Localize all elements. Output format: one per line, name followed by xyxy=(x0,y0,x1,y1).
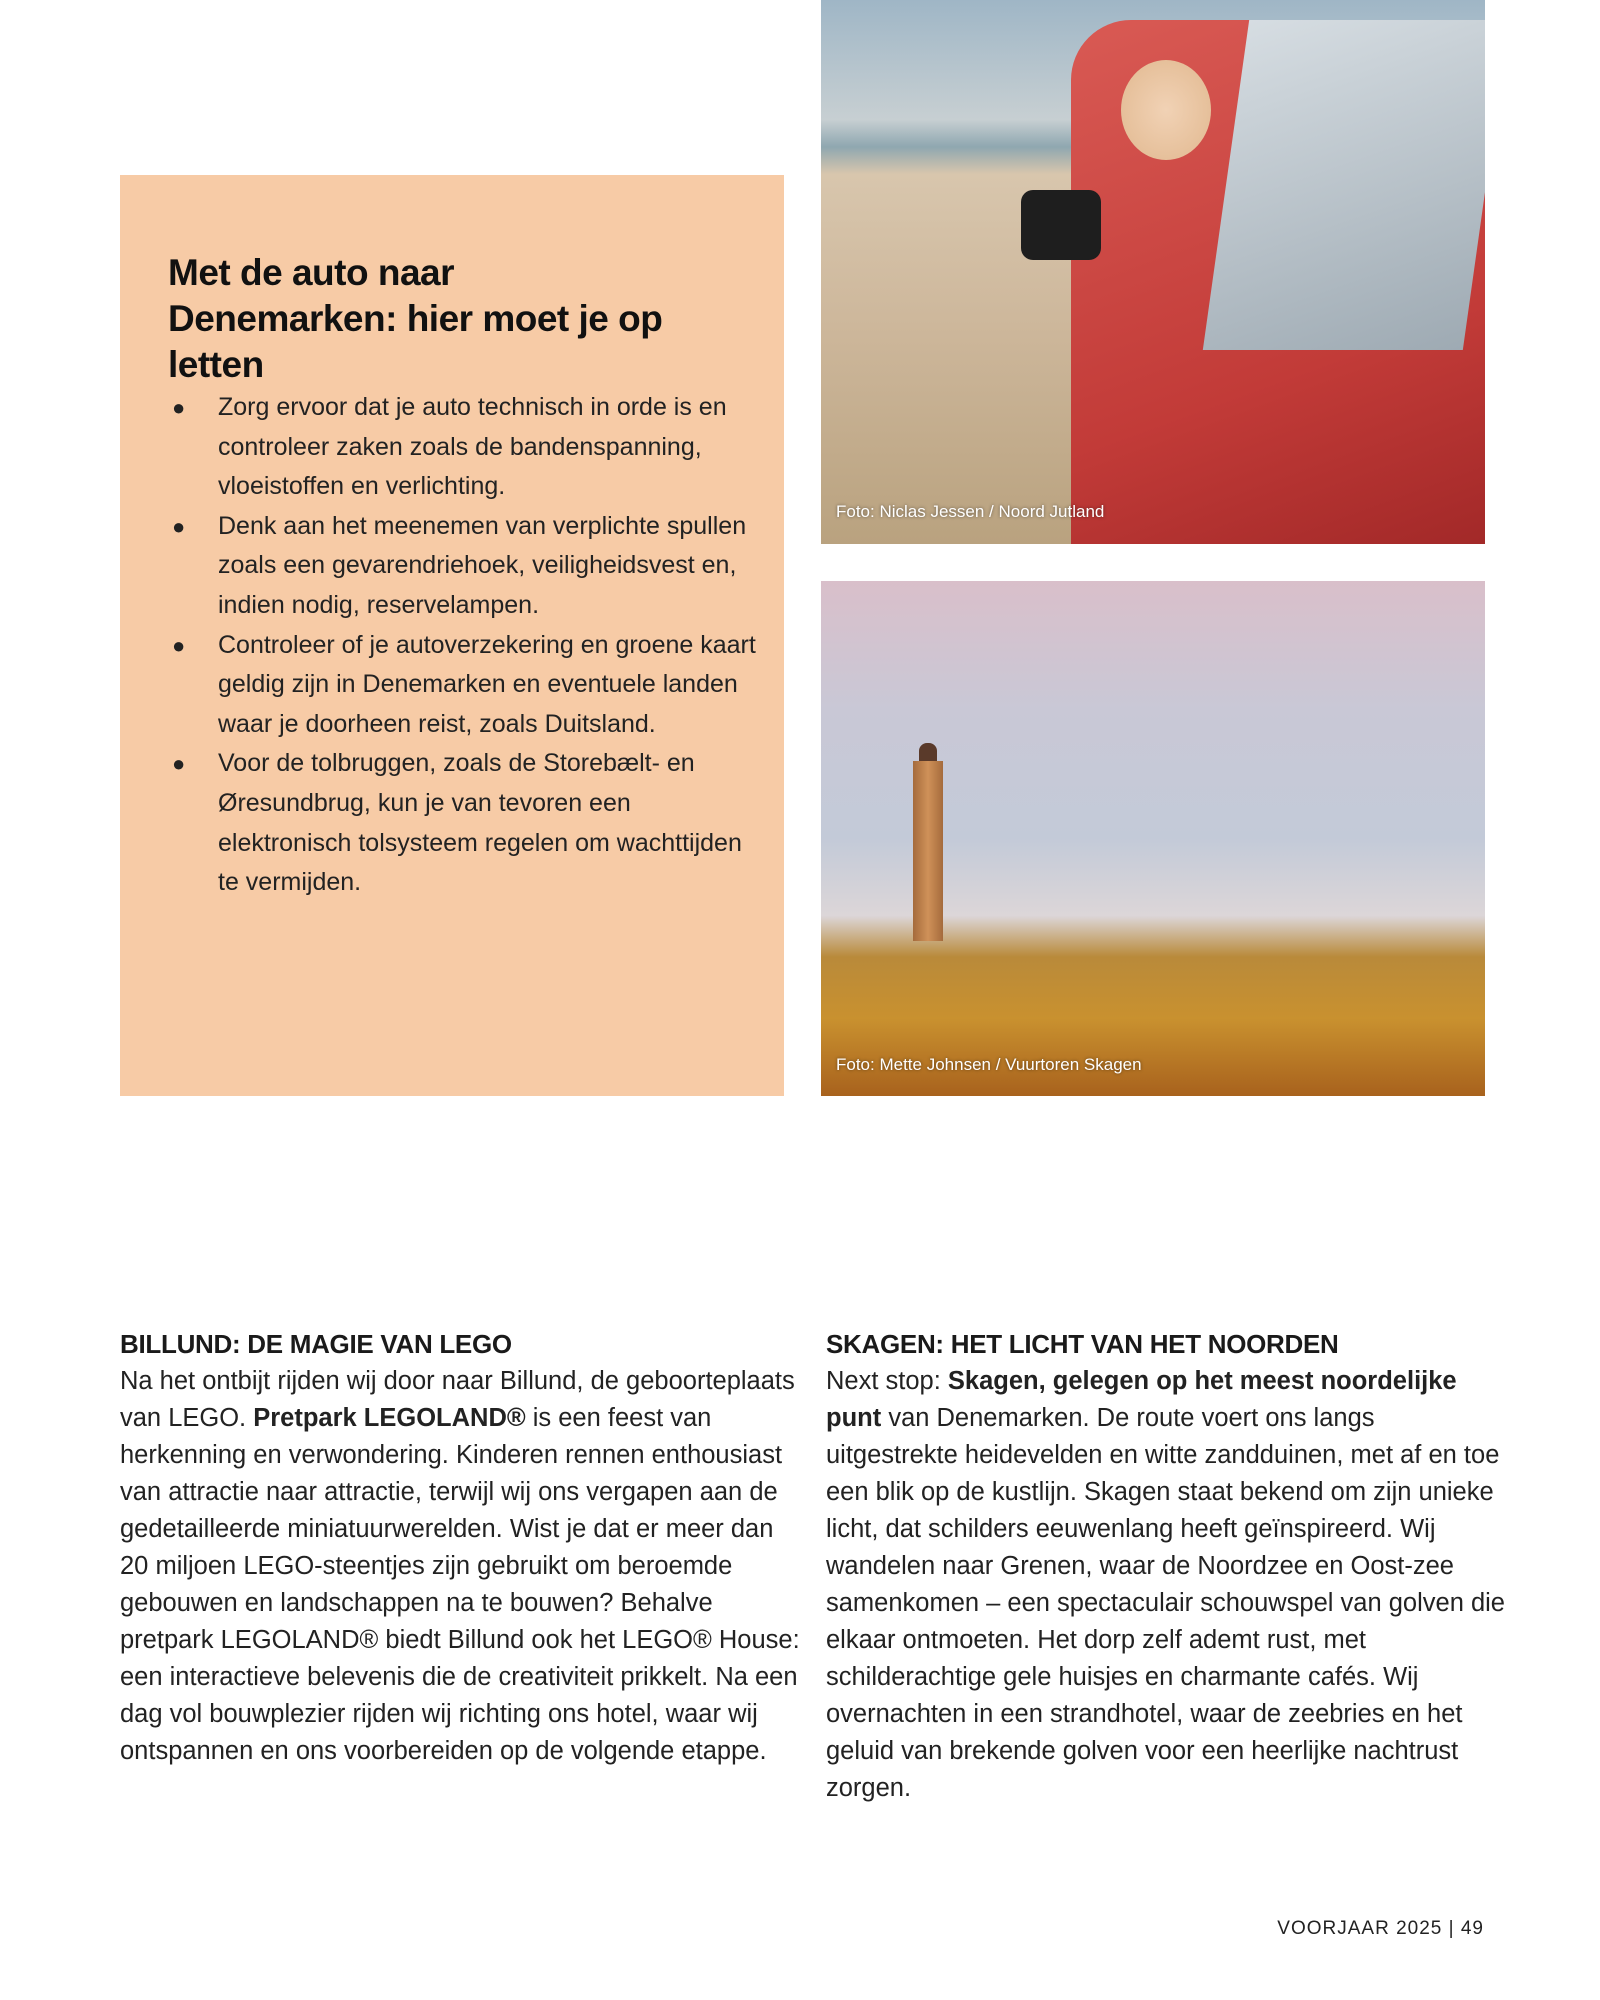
body-bold: Pretpark LEGOLAND® xyxy=(253,1404,526,1432)
body-text: van Denemarken. De route voert ons langs uitgestrekte heidevelden en witte zandduinen, met af en toe een blik op de kustlijn. Skagen staat bekend om zijn unieke licht, dat schilders eeuwenlang heeft geïnspireerd. Wij wandelen naar Grenen, waar de Noordzee en Oost-zee samenkomen – een spectaculair schouwspel van golven die elkaar ontmoeten. Het dorp zelf ademt rust, met schilderachtige gele huisjes en charmante cafés. Wij overnachten in een strandhotel, waar de zeebries en het geluid van brekende golven voor een heerlijke nachtrust zorgen. xyxy=(826,1404,1505,1802)
bullet-icon: ● xyxy=(172,632,186,658)
tips-infobox xyxy=(120,175,784,1096)
list-item-text: Controleer of je autoverzekering en groene kaart geldig zijn in Denemarken en eventuele landen waar je doorheen reist, zoals Duitsland. xyxy=(218,630,756,738)
page-footer: VOORJAAR 2025 | 49 xyxy=(1277,1918,1484,1939)
tips-list xyxy=(168,388,768,903)
body-text: is een feest van herkenning en verwondering. Kinderen rennen enthousiast van attractie naar attractie, terwijl wij ons vergapen aan de gedetailleerde miniatuurwerelden. Wist je dat er meer dan 20 miljoen LEGO-steentjes zijn gebruikt om beroemde gebouwen en landschappen na te bouwen? Behalve pretpark LEGOLAND® biedt Billund ook het LEGO® House: een interactieve belevenis die de creativiteit prikkelt. Na een dag vol bouwplezier rijden wij richting ons hotel, waar wij ontspannen en ons voorbereiden op de volgende etappe. xyxy=(120,1404,800,1765)
section-body xyxy=(826,1363,1506,1807)
body-text: Next stop: xyxy=(826,1367,948,1395)
photo-caption: Foto: Niclas Jessen / Noord Jutland xyxy=(836,502,1105,521)
list-item xyxy=(168,744,768,902)
list-item xyxy=(168,507,768,626)
list-item xyxy=(168,626,768,745)
side-mirror xyxy=(1021,190,1101,260)
bullet-icon: ● xyxy=(172,513,186,539)
body-bold: Skagen, gelegen op het meest noordelijke punt xyxy=(826,1367,1457,1432)
list-item xyxy=(168,388,768,507)
infobox-title: Met de auto naar Denemarken: hier moet je op letten xyxy=(168,252,663,385)
list-item-text: Zorg ervoor dat je auto technisch in orde is en controleer zaken zoals de bandenspanning, vloeistoffen en verlichting. xyxy=(218,393,727,501)
section-heading: BILLUND: DE MAGIE VAN LEGO xyxy=(120,1329,512,1359)
billund-section xyxy=(120,1326,800,1770)
van-window xyxy=(1203,20,1485,350)
photo-caption: Foto: Mette Johnsen / Vuurtoren Skagen xyxy=(836,1055,1142,1074)
body-text: Na het ontbijt rijden wij door naar Billund, de geboorteplaats van LEGO. xyxy=(120,1367,795,1432)
lighthouse-shape xyxy=(913,761,943,941)
bullet-icon: ● xyxy=(172,395,186,420)
bullet-icon: ● xyxy=(172,751,186,777)
section-body xyxy=(120,1363,800,1770)
list-item-text: Denk aan het meenemen van verplichte spullen zoals een gevarendriehoek, veiligheidsvest en, indien nodig, reservelampen. xyxy=(218,511,747,619)
skagen-section xyxy=(826,1326,1506,1807)
section-heading: SKAGEN: HET LICHT VAN HET NOORDEN xyxy=(826,1329,1339,1359)
child-face xyxy=(1121,60,1211,160)
list-item-text: Voor de tolbruggen, zoals de Storebælt- en Øresundbrug, kun je van tevoren een elektronisch tolsysteem regelen om wachttijden te vermijden. xyxy=(218,749,742,897)
photo-child-in-van xyxy=(821,0,1485,544)
photo-lighthouse xyxy=(821,581,1485,1096)
